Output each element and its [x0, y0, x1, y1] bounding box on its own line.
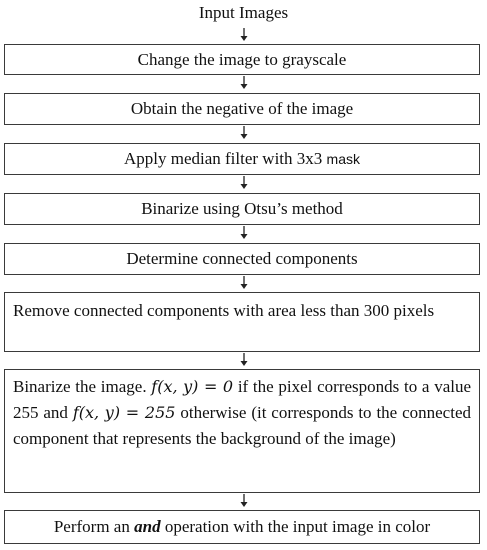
- step-otsu-label: Binarize using Otsu’s method: [141, 199, 343, 218]
- step-binarize-label: Binarize the image. f(x, y) = 0 if the pixel corresponds to a value 255 and f(x, y) = 255 otherwise (it corresponds to the connected component that represents the background of the image): [13, 377, 472, 448]
- step-binarize: [4, 369, 480, 493]
- step-grayscale: [4, 44, 480, 75]
- arrow-down-icon: [239, 276, 249, 290]
- step-negative: [4, 93, 480, 125]
- step-otsu: [4, 193, 480, 225]
- step-connected-components-label: Determine connected components: [126, 249, 358, 268]
- arrow-down-icon: [239, 353, 249, 367]
- arrow-down-icon: [239, 226, 249, 240]
- input-images-title: Input Images: [198, 3, 289, 22]
- step-remove-components-label: Remove connected components with area less than 300 pixels: [13, 301, 435, 320]
- step-grayscale-label: Change the image to grayscale: [137, 49, 347, 69]
- arrow-down-icon: [239, 76, 249, 90]
- step-and-operation: [4, 510, 480, 544]
- arrow-down-icon: [239, 28, 249, 42]
- step-connected-components: [4, 243, 480, 275]
- step-negative-label: Obtain the negative of the image: [130, 99, 354, 118]
- arrow-down-icon: [239, 494, 249, 508]
- step-remove-components: [4, 292, 480, 352]
- step-median-filter-label: Apply median filter with 3x3 mask: [123, 149, 360, 168]
- arrow-down-icon: [239, 176, 249, 190]
- step-median-filter: [4, 143, 480, 175]
- arrow-down-icon: [239, 126, 249, 140]
- step-and-operation-label: Perform an and operation with the input image in color: [53, 517, 431, 536]
